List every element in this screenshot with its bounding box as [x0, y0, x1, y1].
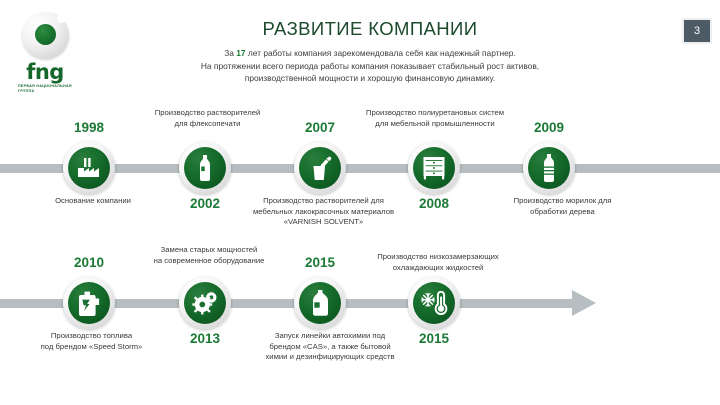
timeline-node-2007-3[interactable] — [294, 142, 346, 194]
caption-line: Производство низкозамерзающих — [377, 252, 499, 261]
page-number-badge: 3 — [682, 18, 712, 44]
page-subtitle — [110, 47, 630, 85]
caption-line: Основание компании — [55, 196, 131, 205]
caption-line: брендом «CAS», а также бытовой — [269, 341, 391, 351]
paint-bucket-brush-icon — [299, 147, 341, 189]
caption-line: Производство морилок для — [513, 196, 612, 205]
caption-line: химии и дезинфицирующих средств — [265, 352, 395, 361]
timeline-caption — [348, 252, 528, 273]
factory-icon — [68, 147, 110, 189]
canister-icon — [299, 282, 341, 324]
caption-line: для флексопечати — [174, 118, 241, 128]
timeline-caption — [123, 245, 295, 266]
timeline-year-label: 2009 — [533, 120, 565, 135]
subtitle-line-3: производственной мощности и хорошую финансовую динамику. — [244, 73, 496, 83]
caption-line: Производство растворителей для — [263, 196, 384, 205]
timeline-caption — [18, 196, 168, 207]
timeline-node-1998-1[interactable] — [63, 142, 115, 194]
bottle-icon — [184, 147, 226, 189]
timeline-caption — [490, 196, 635, 217]
caption-line: Запуск линейки автохимии под — [274, 331, 386, 340]
timeline-node-2013-2[interactable] — [179, 277, 231, 329]
subtitle-line-2: На протяжении всего периода работы компания показывает стабильный рост активов, — [200, 60, 540, 71]
subtitle-post: лет работы компания зарекомендовала себя как надежный партнер. — [245, 48, 516, 58]
timeline-caption — [125, 108, 290, 129]
logo-tagline: ПЕРВАЯ НАЦИОНАЛЬНАЯ ГРУППА — [18, 84, 72, 94]
timeline-year-label: 2015 — [418, 331, 450, 346]
caption-line: Производство растворителей — [154, 108, 261, 117]
logo-wordmark: fng — [26, 60, 64, 84]
subtitle-pre: За — [224, 48, 237, 58]
fuel-can-icon — [68, 282, 110, 324]
timeline-year-label: 2008 — [418, 196, 450, 211]
caption-line: мебельных лакокрасочных материалов — [252, 206, 395, 216]
subtitle-years: 17 — [236, 48, 246, 58]
gears-icon — [184, 282, 226, 324]
timeline-node-2015-3[interactable] — [294, 277, 346, 329]
timeline-year-label: 2002 — [189, 196, 221, 211]
caption-line: обработки дерева — [530, 206, 595, 216]
timeline-caption — [240, 331, 420, 363]
timeline-node-2009-5[interactable] — [523, 142, 575, 194]
timeline-year-label: 2013 — [189, 331, 221, 346]
caption-line: для мебельной промышленности — [375, 118, 495, 128]
subtitle-line-1 — [110, 47, 630, 60]
timeline-year-label: 2007 — [304, 120, 336, 135]
caption-line: охлаждающих жидкостей — [392, 262, 484, 272]
timeline-node-2015-4[interactable] — [408, 277, 460, 329]
timeline-year-label: 2015 — [304, 255, 336, 270]
timeline-caption — [236, 196, 411, 228]
snowflake-thermometer-icon — [413, 282, 455, 324]
timeline-year-label: 2010 — [73, 255, 105, 270]
dresser-icon — [413, 147, 455, 189]
caption-line: под брендом «Speed Storm» — [40, 341, 143, 351]
timeline-node-2002-2[interactable] — [179, 142, 231, 194]
timeline-node-2010-1[interactable] — [63, 277, 115, 329]
timeline-caption — [14, 331, 169, 352]
caption-line: «VARNISH SOLVENT» — [283, 217, 364, 226]
caption-line: на современное оборудование — [153, 255, 265, 265]
timeline-arrow-head — [572, 290, 596, 316]
timeline-node-2008-4[interactable] — [408, 142, 460, 194]
caption-line: Замена старых мощностей — [160, 245, 258, 254]
tall-bottle-icon — [528, 147, 570, 189]
company-logo — [14, 12, 76, 92]
logo-mark-icon — [22, 12, 69, 59]
page-title: РАЗВИТИЕ КОМПАНИИ — [262, 18, 478, 39]
timeline-year-label: 1998 — [73, 120, 105, 135]
caption-line: Производство полиуретановых систем — [365, 108, 505, 117]
timeline-caption — [345, 108, 525, 129]
caption-line: Производство топлива — [50, 331, 133, 340]
